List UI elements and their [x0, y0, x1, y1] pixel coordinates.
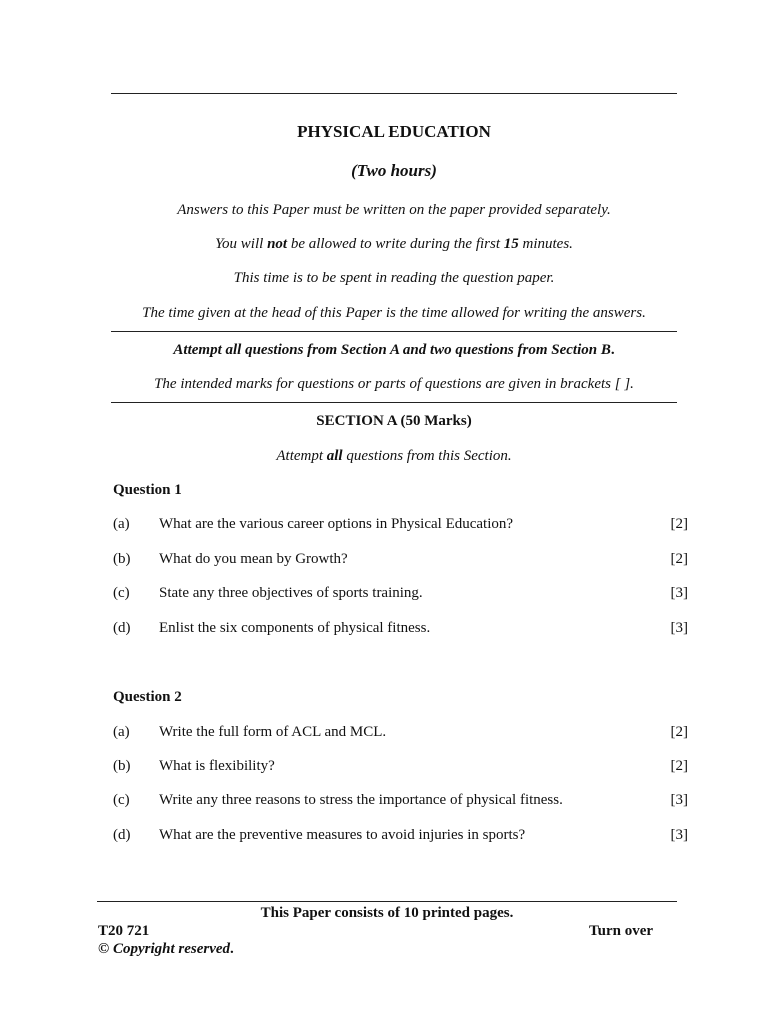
part-marks: [2] [670, 516, 688, 532]
part-label: (a) [113, 516, 130, 532]
question-part [113, 757, 688, 775]
paper-code: T20 721 [98, 923, 150, 939]
question-part [113, 550, 688, 568]
question-part [113, 584, 688, 602]
page-count: This Paper consists of 10 printed pages. [260, 905, 514, 921]
divider-rule-2 [111, 402, 677, 403]
section-a-heading: SECTION A (50 Marks) [316, 413, 472, 429]
part-label: (b) [113, 551, 131, 567]
turn-over: Turn over [589, 923, 654, 939]
part-text: State any three objectives of sports training. [159, 585, 423, 601]
question-2-heading: Question 2 [113, 689, 182, 705]
part-text: What are the preventive measures to avoid injuries in sports? [159, 827, 526, 843]
part-text: Write the full form of ACL and MCL. [159, 724, 387, 740]
instruction-answers: Answers to this Paper must be written on the paper provided separately. [177, 202, 611, 218]
question-part [113, 791, 688, 809]
part-marks: [3] [670, 792, 688, 808]
part-label: (c) [113, 792, 130, 808]
instruction-time-allowed: The time given at the head of this Paper is the time allowed for writing the answers. [142, 305, 646, 321]
part-label: (d) [113, 827, 131, 843]
top-rule [111, 93, 677, 94]
part-label: (b) [113, 758, 131, 774]
part-marks: [3] [670, 827, 688, 843]
instruction-reading-time: You will not be allowed to write during the first 15 minutes. [215, 236, 573, 252]
question-part [113, 515, 688, 533]
part-label: (a) [113, 724, 130, 740]
question-part [113, 723, 688, 741]
part-text: What do you mean by Growth? [159, 551, 348, 567]
question-part [113, 826, 688, 844]
question-1-heading: Question 1 [113, 482, 182, 498]
part-text: What is flexibility? [159, 758, 275, 774]
attempt-directions: Attempt all questions from Section A and two questions from Section B. [173, 342, 615, 358]
part-marks: [2] [670, 758, 688, 774]
paper-title: PHYSICAL EDUCATION [297, 122, 491, 141]
part-marks: [2] [670, 724, 688, 740]
divider-rule-1 [111, 331, 677, 332]
part-text: Enlist the six components of physical fitness. [159, 620, 431, 636]
section-a-instruction: Attempt all questions from this Section. [276, 448, 512, 464]
paper-duration: (Two hours) [351, 161, 437, 180]
part-marks: [3] [670, 620, 688, 636]
part-marks: [2] [670, 551, 688, 567]
part-text: Write any three reasons to stress the importance of physical fitness. [159, 792, 563, 808]
part-text: What are the various career options in Physical Education? [159, 516, 514, 532]
part-label: (c) [113, 585, 130, 601]
copyright: © Copyright reserved. [98, 941, 234, 957]
marks-note: The intended marks for questions or parts of questions are given in brackets [ ]. [154, 376, 634, 392]
footer-rule [97, 901, 677, 902]
part-marks: [3] [670, 585, 688, 601]
part-label: (d) [113, 620, 131, 636]
instruction-reading-purpose: This time is to be spent in reading the question paper. [233, 270, 555, 286]
question-part [113, 619, 688, 637]
